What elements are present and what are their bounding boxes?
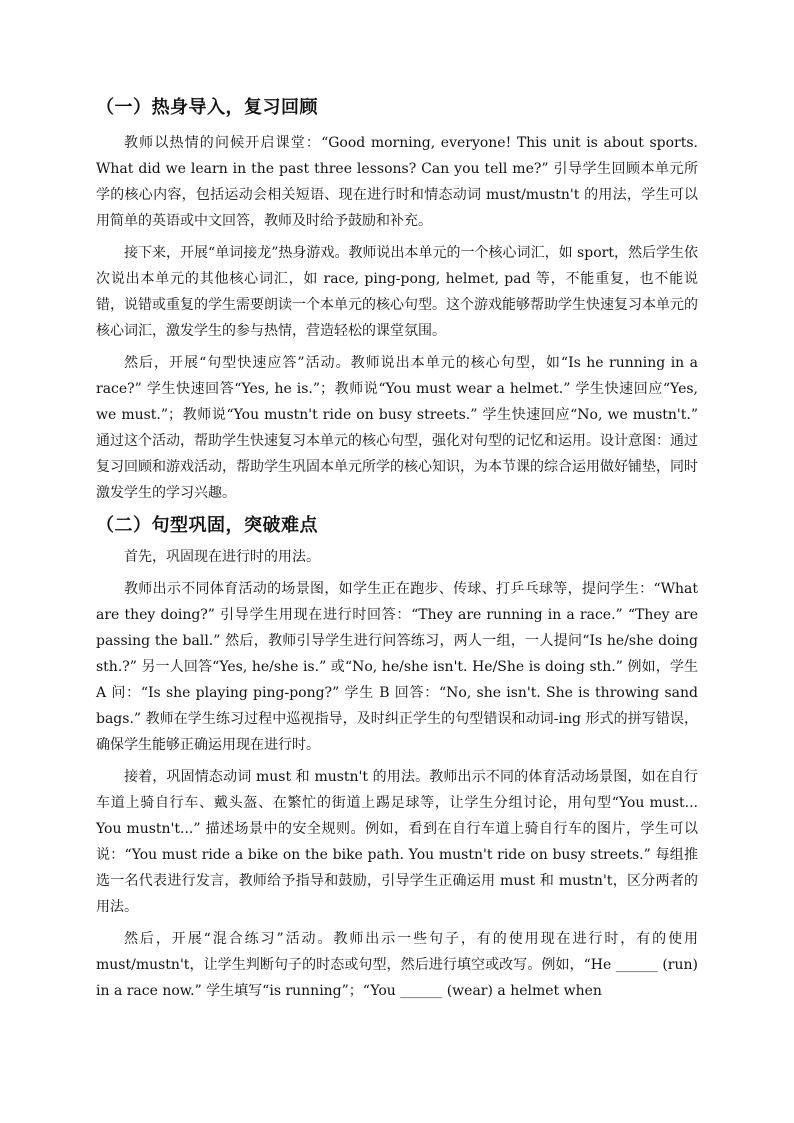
section-heading-warmup: （一）热身导入，复习回顾 [96,97,318,118]
paragraph: 教师以热情的问候开启课堂：“Good morning, everyone! This unit is about sports. What did we learn in the past three lessons? Can you tell me?” 引导学生回顾本单元所学的核心内容，包括运动会相关短语、现在进行时和情态动词 must/mustn't 的用法，学生可以用简单的英语或中文回答，教师及时给予鼓励和补充。 [96,135,698,229]
paragraph: 首先，巩固现在进行时的用法。 [124,549,320,565]
paragraph: 接下来，开展“单词接龙”热身游戏。教师说出本单元的一个核心词汇，如 sport，然后学生依次说出本单元的其他核心词汇，如 race, ping-pong, helmet, pad 等，不能重复，也不能说错，说错或重复的学生需要朗读一个本单元的核心句型。这个游戏能够帮助学生快速复习本单元的核心词汇，激发学生的参与热情，营造轻松的课堂氛围。 [96,245,698,339]
paragraph: 然后，开展“句型快速应答”活动。教师说出本单元的核心句型，如“Is he running in a race?” 学生快速回答“Yes, he is.”；教师说“You must wear a helmet.” 学生快速回应“Yes, we must.”；教师说“You mustn't ride on busy streets.” 学生快速回应“No, we mustn't.” 通过这个活动，帮助学生快速复习本单元的核心句型，强化对句型的记忆和运用。设计意图：通过复习回顾和游戏活动，帮助学生巩固本单元所学的核心知识，为本节课的综合运用做好铺垫，同时激发学生的学习兴趣。 [96,355,698,501]
paragraph: 教师出示不同体育活动的场景图，如学生正在跑步、传球、打乒乓球等，提问学生：“What are they doing?” 引导学生用现在进行时回答：“They are running in a race.” “They are passing the ball.” 然后，教师引导学生进行问答练习，两人一组，一人提问“Is he/she doing sth.?” 另一人回答“Yes, he/she is.” 或“No, he/she isn't. He/She is doing sth.” 例如，学生 A 问：“Is she playing ping-pong?” 学生 B 回答：“No, she isn't. She is throwing sand bags.” 教师在学生练习过程中巡视指导，及时纠正学生的句型错误和动词-ing 形式的拼写错误，确保学生能够正确运用现在进行时。 [96,581,698,753]
section-heading-sentence-drill: （二）句型巩固，突破难点 [96,515,318,536]
paragraph: 接着，巩固情态动词 must 和 mustn't 的用法。教师出示不同的体育活动场景图，如在自行车道上骑自行车、戴头盔、在繁忙的街道上踢足球等，让学生分组讨论，用句型“You must... You mustn't...” 描述场景中的安全规则。例如，看到在自行车道上骑自行车的图片，学生可以说：“You must ride a bike on the bike path. You mustn't ride on busy streets.” 每组推选一名代表进行发言，教师给予指导和鼓励，引导学生正确运用 must 和 mustn't，区分两者的用法。 [96,769,698,915]
paragraph: 然后，开展“混合练习”活动。教师出示一些句子，有的使用现在进行时，有的使用 must/mustn't，让学生判断句子的时态或句型，然后进行填空或改写。例如，“He ______ (run) in a race now.” 学生填写“is running”；“You ______ (wear) a helmet when [96,931,698,999]
document-page [96,96,698,1010]
